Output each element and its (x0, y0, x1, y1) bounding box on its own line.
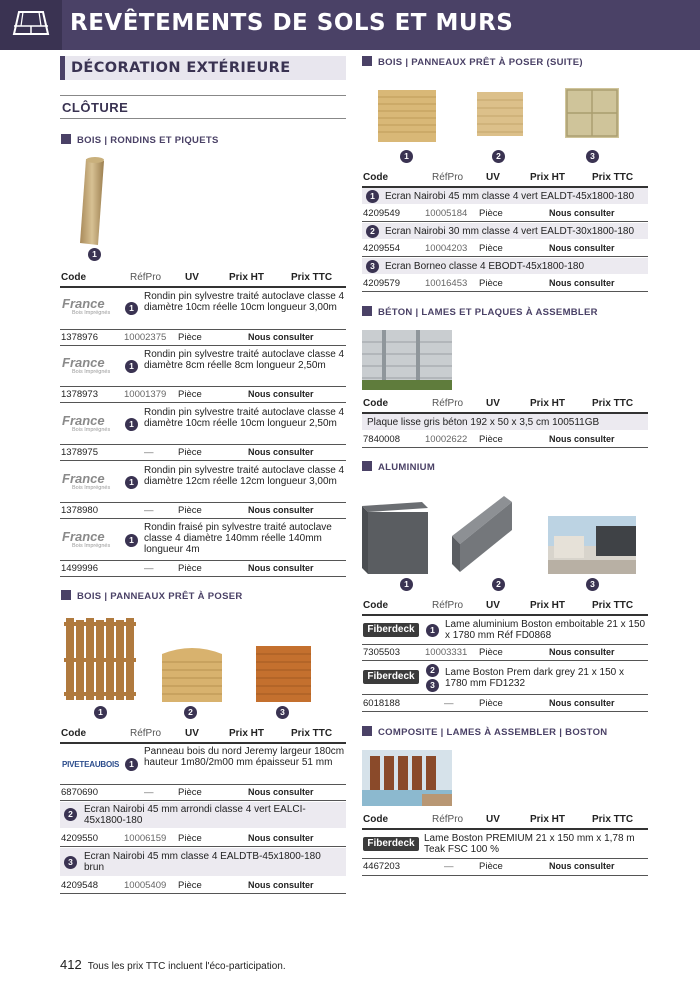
image-number: 3 (586, 150, 599, 163)
divider (362, 221, 648, 222)
product-number: 3 (64, 856, 77, 869)
product-row: 4209579 10016453 Pièce Nous consulter (363, 278, 615, 289)
product-description: Ecran Borneo classe 4 EBODT-45x1800-180 (385, 261, 584, 272)
table-header: Code RéfPro UV Prix HT Prix TTC (363, 600, 634, 611)
divider (362, 447, 648, 448)
product-row: 6018188 — Pièce Nous consulter (363, 698, 615, 709)
page-header (0, 0, 700, 50)
page-number: 412 (60, 957, 82, 972)
category-beton: BÉTON | LAMES ET PLAQUES À ASSEMBLER (362, 306, 598, 320)
product-description: Ecran Nairobi 45 mm classe 4 vert EALDT-45x1800-180 (385, 191, 635, 202)
panel-image-nairobi-45 (378, 90, 436, 142)
image-number: 1 (400, 150, 413, 163)
divider (60, 444, 346, 445)
brand-logo-france: France Bois Imprégnés (62, 355, 111, 375)
product-description: Rondin pin sylvestre traité autoclave classe 4 diamètre 12cm réelle 12cm longueur 3,00m (144, 465, 345, 487)
category-panneaux-suite: BOIS | PANNEAUX PRÊT À POSER (SUITE) (362, 56, 583, 70)
category-aluminium: ALUMINIUM (362, 461, 435, 475)
page-title: REVÊTEMENTS DE SOLS ET MURS (70, 10, 514, 36)
image-number: 1 (94, 706, 107, 719)
product-row: 4467203 — Pièce Nous consulter (363, 861, 615, 872)
divider (362, 256, 648, 257)
panel-image-nairobi-30 (477, 92, 523, 136)
product-description: Rondin pin sylvestre traité autoclave classe 4 diamètre 8cm réelle 8cm longueur 2,50m (144, 349, 345, 371)
brand-logo-piveteaubois: PIVETEAUBOIS (62, 760, 120, 769)
table-header (60, 272, 346, 286)
divider (362, 694, 648, 695)
table-header: Code RéfPro UV Prix HT Prix TTC (363, 814, 634, 825)
image-number: 1 (400, 578, 413, 591)
section-band (60, 56, 346, 80)
brand-logo-fiberdeck: Fiberdeck (363, 837, 419, 851)
divider (60, 118, 346, 119)
product-row: 7840008 10002622 Pièce Nous consulter (363, 434, 615, 445)
category-panneaux: BOIS | PANNEAUX PRÊT À POSER (61, 590, 243, 604)
product-number: 2 (366, 225, 379, 238)
product-description: Plaque lisse gris béton 192 x 50 x 3,5 cm 100511GB (367, 417, 600, 428)
product-row: 4209550 10006159 Pièce Nous consulter (61, 833, 314, 844)
panel-image-arrondi (162, 642, 222, 702)
subsection-title: CLÔTURE (62, 100, 129, 115)
image-number: 3 (276, 706, 289, 719)
col-uv: UV (185, 272, 199, 283)
product-description: Rondin pin sylvestre traité autoclave classe 4 diamètre 10cm réelle 10cm longueur 2,50m (144, 407, 345, 429)
product-number: 1 (125, 476, 138, 489)
table-header: Code RéfPro UV Prix HT Prix TTC (61, 728, 333, 739)
product-number: 2 (426, 664, 439, 677)
col-prix-ht: Prix HT (229, 272, 265, 283)
page-footer (60, 957, 286, 972)
image-number: 1 (88, 248, 101, 261)
aluminium-image-3 (548, 516, 636, 574)
product-description: Panneau bois du nord Jeremy largeur 180cm hauteur 1m80/2m00 mm épaisseur 51 mm (144, 746, 345, 768)
product-number: 1 (125, 302, 138, 315)
divider (60, 560, 346, 561)
product-number: 1 (125, 418, 138, 431)
product-number: 3 (426, 679, 439, 692)
divider (60, 502, 346, 503)
panel-image-borneo (565, 88, 619, 138)
image-number: 3 (586, 578, 599, 591)
table-header: Code RéfPro UV Prix HT Prix TTC (363, 398, 634, 409)
divider (362, 828, 648, 830)
product-row: 1378973 10001379 Pièce Nous consulter (61, 389, 314, 400)
product-row: 1378980 — Pièce Nous consulter (61, 505, 314, 516)
divider (362, 644, 648, 645)
divider (362, 711, 648, 712)
product-description: Ecran Nairobi 30 mm classe 4 vert EALDT-30x1800-180 (385, 226, 635, 237)
product-row: 1378976 10002375 Pièce Nous consulter (61, 332, 314, 343)
divider (60, 402, 346, 403)
product-description: Ecran Nairobi 45 mm arrondi classe 4 vert EALCI-45x1800-180 (84, 804, 306, 826)
col-refpro: RéfPro (130, 272, 162, 283)
divider (60, 95, 346, 96)
floor-icon (0, 0, 62, 50)
brand-logo-fiberdeck: Fiberdeck (363, 670, 419, 684)
table-header: Code RéfPro UV Prix HT Prix TTC (363, 172, 634, 183)
divider (60, 345, 346, 346)
product-description: Ecran Nairobi 45 mm classe 4 EALDTB-45x1800-180 brun (84, 851, 321, 873)
category-composite: COMPOSITE | LAMES À ASSEMBLER | BOSTON (362, 726, 607, 740)
product-number: 1 (125, 360, 138, 373)
image-number: 2 (492, 578, 505, 591)
product-description: Rondin fraisé pin sylvestre traité autoclave classe 4 diamètre 140mm réelle 140mm longueur 4m (144, 522, 332, 555)
panel-image-brun (256, 646, 311, 702)
product-description: Lame Boston PREMIUM 21 x 150 mm x 1,78 m Teak FSC 100 % (424, 833, 635, 855)
composite-image (362, 750, 452, 806)
divider (362, 858, 648, 859)
divider (60, 742, 346, 744)
product-description: Rondin pin sylvestre traité autoclave classe 4 diamètre 10cm réelle 10cm longueur 3,00m (144, 291, 345, 313)
product-row: 4209549 10005184 Pièce Nous consulter (363, 208, 615, 219)
product-description: Lame aluminium Boston emboitable 21 x 150 x 1780 mm Réf FD0868 (445, 619, 646, 641)
product-description: Lame Boston Prem dark grey 21 x 150 x 1780 mm FD1232 (445, 667, 624, 689)
divider (60, 460, 346, 461)
product-number: 1 (125, 534, 138, 547)
brand-logo-france: France Bois Imprégnés (62, 529, 111, 549)
divider (362, 291, 648, 292)
divider (60, 784, 346, 785)
product-row: 6870690 — Pièce Nous consulter (61, 787, 314, 798)
divider (60, 846, 346, 847)
brand-logo-france: France Bois Imprégnés (62, 413, 111, 433)
product-number: 1 (426, 624, 439, 637)
divider (60, 576, 346, 577)
panel-image-jeremy (62, 616, 138, 702)
product-row: 7305503 10003331 Pièce Nous consulter (363, 647, 615, 658)
col-prix-ttc: Prix TTC (592, 172, 634, 183)
col-code: Code (61, 272, 86, 283)
divider (60, 893, 346, 894)
product-number: 3 (366, 260, 379, 273)
product-row: 4209548 10005409 Pièce Nous consulter (61, 880, 314, 891)
divider (60, 518, 346, 519)
col-prix-ttc: Prix TTC (291, 272, 333, 283)
product-row: 1378975 — Pièce Nous consulter (61, 447, 314, 458)
image-number: 2 (492, 150, 505, 163)
divider (60, 286, 346, 288)
log-image (66, 155, 124, 247)
brand-logo-fiberdeck: Fiberdeck (363, 623, 419, 637)
divider (60, 386, 346, 387)
divider (60, 329, 346, 330)
product-row: 1499996 — Pièce Nous consulter (61, 563, 314, 574)
image-number: 2 (184, 706, 197, 719)
product-number: 1 (366, 190, 379, 203)
beton-image (362, 330, 452, 390)
brand-logo-france: France Bois Imprégnés (62, 296, 111, 316)
brand-logo-france: France Bois Imprégnés (62, 471, 111, 491)
divider (362, 875, 648, 876)
product-number: 1 (125, 758, 138, 771)
divider (60, 800, 346, 801)
divider (362, 660, 648, 661)
footer-note: Tous les prix TTC incluent l'éco-participation. (87, 961, 286, 972)
section-title: DÉCORATION EXTÉRIEURE (71, 60, 291, 76)
divider (362, 614, 648, 616)
aluminium-image-1 (362, 502, 428, 574)
aluminium-image-2 (452, 496, 512, 572)
product-row: 4209554 10004203 Pièce Nous consulter (363, 243, 615, 254)
category-rondins: BOIS | RONDINS ET PIQUETS (61, 134, 219, 148)
product-number: 2 (64, 808, 77, 821)
